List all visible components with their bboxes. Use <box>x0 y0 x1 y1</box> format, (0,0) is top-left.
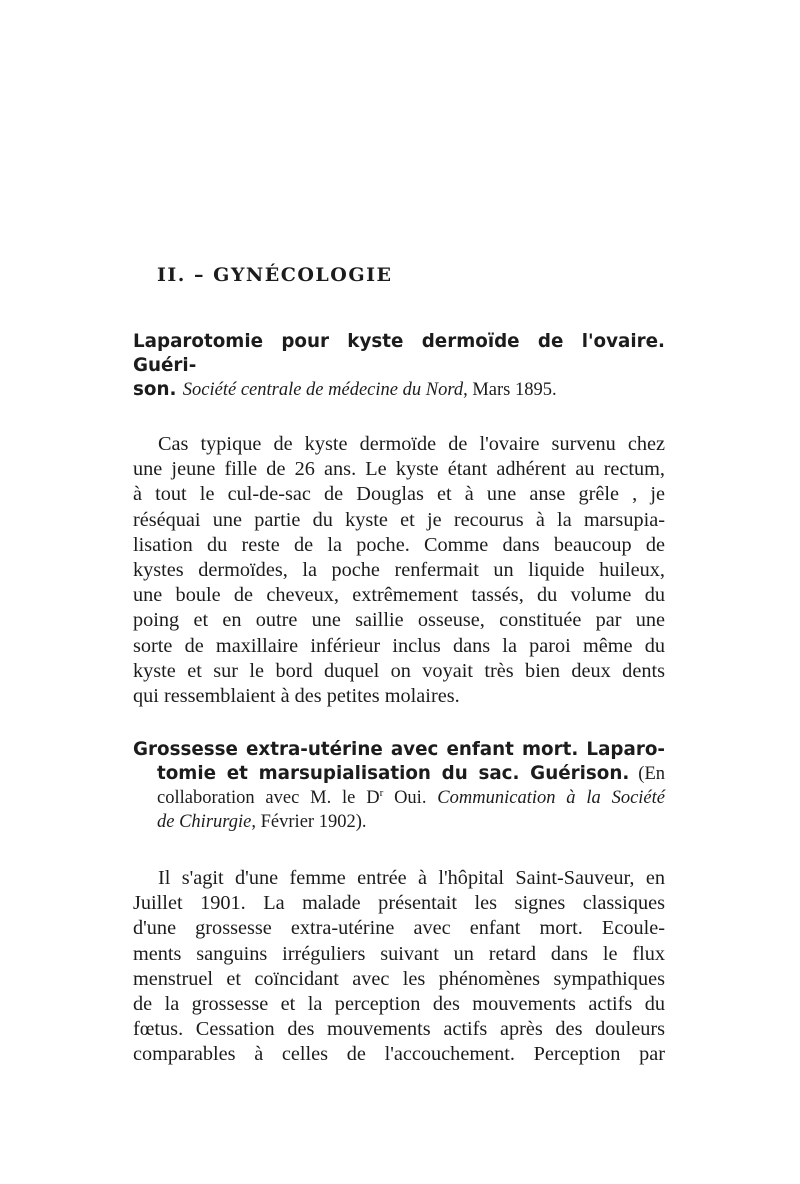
body-line: à tout le cul-de-sac de Douglas et à une anse grêle , je <box>133 483 665 506</box>
heading-line: Grossesse extra-utérine avec enfant mort. Laparo- <box>133 739 665 760</box>
article-body <box>133 866 665 1068</box>
body-line: kystes dermoïdes, la poche renfermait un liquide huileux, <box>133 559 665 582</box>
body-line: sorte de maxillaire inférieur inclus dans la paroi même du <box>133 634 665 657</box>
body-line: comparables à celles de l'accouchement. Perception par <box>133 1043 665 1066</box>
section-title: II. – GYNÉCOLOGIE <box>157 264 393 286</box>
heading-reference <box>183 380 557 400</box>
body-line: menstruel et coïncidant avec les phénomènes sympathiques <box>133 967 665 990</box>
heading-bold-tail: son. <box>133 379 177 400</box>
heading-reference-date: , Février 1902). <box>251 812 367 832</box>
heading-collaboration-name: Oui. <box>383 788 438 808</box>
body-line: d'une grossesse extra-utérine avec enfant mort. Ecoule- <box>133 917 665 940</box>
body-line: lisation du reste de la poche. Comme dans beaucoup de <box>133 533 665 556</box>
body-line: fœtus. Cessation des mouvements actifs après des douleurs <box>133 1018 665 1041</box>
heading-line <box>133 786 665 810</box>
body-line: de la grossesse et la perception des mouvements actifs du <box>133 993 665 1016</box>
article-heading <box>133 738 665 834</box>
body-line: ments sanguins irréguliers suivant un retard dans le flux <box>133 942 665 965</box>
heading-reference-source: Communication à la Société <box>437 788 665 808</box>
body-line: Il s'agit d'une femme entrée à l'hôpital Saint-Sauveur, en <box>158 867 665 889</box>
heading-reference-source-cont: de Chirurgie <box>157 812 252 832</box>
heading-collaboration: collaboration avec M. le D <box>157 788 380 808</box>
heading-reference-date: , Mars 1895. <box>463 380 557 400</box>
heading-line <box>133 810 665 834</box>
heading-line <box>133 378 665 402</box>
article-body <box>133 432 665 709</box>
article-ectopic-pregnancy <box>133 738 665 1068</box>
heading-reference-open: (En <box>629 764 665 784</box>
body-line: qui ressemblaient à des petites molaires. <box>133 685 460 708</box>
body-line: kyste et sur le bord duquel on voyait très bien deux dents <box>133 659 665 682</box>
body-line: Juillet 1901. La malade présentait les signes classiques <box>133 892 665 915</box>
heading-reference-source: Société centrale de médecine du Nord <box>182 380 464 400</box>
article-ovarian-cyst <box>133 330 665 709</box>
body-line: réséquai une partie du kyste et je recourus à la marsupia- <box>133 508 665 531</box>
heading-line: Laparotomie pour kyste dermoïde de l'ovaire. Guéri- <box>133 331 665 376</box>
heading-collaboration-sup: r <box>379 786 384 799</box>
heading-bold-tail: tomie et marsupialisation du sac. Guérison. <box>157 763 630 784</box>
body-line: Cas typique de kyste dermoïde de l'ovaire survenu chez <box>158 433 665 455</box>
body-line: une boule de cheveux, extrêmement tassés, du volume du <box>133 584 665 607</box>
heading-line <box>133 762 665 786</box>
body-line: poing et en outre une saillie osseuse, constituée par une <box>133 609 665 632</box>
article-heading <box>133 330 665 402</box>
body-line: une jeune fille de 26 ans. Le kyste étant adhérent au rectum, <box>133 458 665 481</box>
